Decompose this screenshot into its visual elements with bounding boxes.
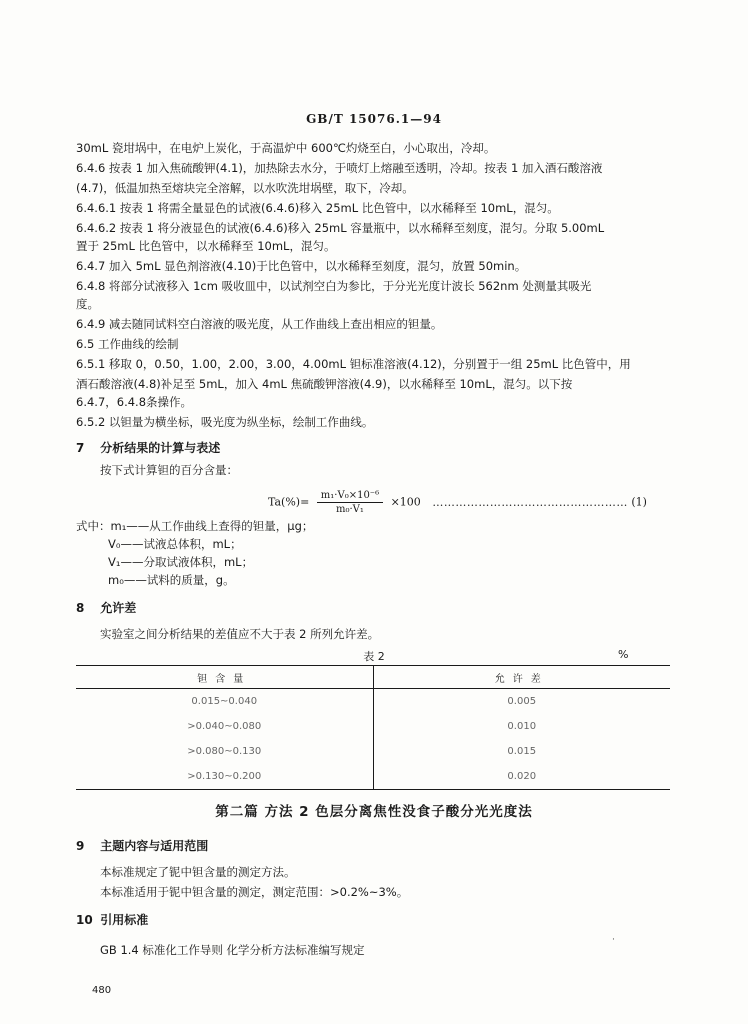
formula-numerator: m₁·V₀×10⁻⁶ (317, 489, 383, 503)
text-line: 6.4.7 加入 5mL 显色剂溶液(4.10)于比色管中，以水稀释至刻度，混匀，放置 50min。 (76, 259, 527, 273)
leader-dots: …………………………………………… (432, 495, 628, 509)
text-line: 6.5.2 以钽量为横坐标，吸光度为纵坐标，绘制工作曲线。 (76, 415, 374, 429)
section-8-heading (76, 600, 136, 616)
text-line: 置于 25mL 比色管中，以水稀释至 10mL，混匀。 (76, 239, 336, 253)
text-line: (4.7)，低温加热至熔块完全溶解，以水吹洗坩埚壁，取下，冷却。 (76, 181, 414, 195)
text-line: 6.4.8 将部分试液移入 1cm 吸收皿中，以试剂空白为参比，于分光光度计波长 562nm 处测量其吸光 (76, 279, 592, 293)
table-row (76, 764, 670, 790)
section-title: 引用标准 (100, 913, 149, 927)
where-line: m₀——试料的质量，g。 (108, 573, 235, 587)
where-line: 式中：m₁——从工作曲线上查得的钽量，μg； (76, 519, 314, 533)
table-cell: >0.080~0.130 (76, 739, 373, 764)
text-line: 6.4.6.2 按表 1 将分液显色的试液(6.4.6)移入 25mL 容量瓶中，以水稀释至刻度，混匀。分取 5.00mL (76, 221, 605, 235)
text-line: 酒石酸溶液(4.8)补足至 5mL，加入 4mL 焦硫酸钾溶液(4.9)，以水稀释至 10mL，混匀。以下按 (76, 377, 573, 391)
text-line: 6.4.7，6.4.8条操作。 (76, 395, 193, 409)
table-row (76, 689, 670, 715)
table-header-cell: 钽含量 (76, 666, 373, 689)
text-line: 6.5.1 移取 0，0.50，1.00，2.00，3.00，4.00mL 钽标准溶液(4.12)，分别置于一组 25mL 比色管中，用 (76, 357, 631, 371)
text-line: 本标准适用于铌中钽含量的测定，测定范围：>0.2%~3%。 (100, 885, 409, 899)
text-line: 30mL 瓷坩埚中，在电炉上炭化，于高温炉中 600℃灼烧至白，小心取出，冷却。 (76, 141, 496, 155)
text-line: GB 1.4 标准化工作导则 化学分析方法标准编写规定 (100, 943, 365, 957)
where-line: V₁——分取试液体积，mL； (108, 555, 254, 569)
text-line: 6.4.6.1 按表 1 将需全量显色的试液(6.4.6)移入 25mL 比色管中，以水稀释至 10mL，混匀。 (76, 201, 559, 215)
section-title: 主题内容与适用范围 (100, 839, 209, 853)
formula (268, 489, 647, 516)
section-8-text: 实验室之间分析结果的差值应不大于表 2 所列允许差。 (100, 627, 380, 641)
section-number: 8 (76, 601, 85, 615)
page-header: GB/T 15076.1—94 (306, 112, 442, 126)
allowance-table (76, 665, 670, 790)
table-cell: 0.005 (507, 696, 537, 707)
table-cell: 0.010 (507, 721, 537, 732)
table-row (76, 739, 670, 764)
equation-number: (1) (631, 495, 647, 509)
formula-tail: ×100 (390, 495, 421, 509)
scan-speck: · (612, 935, 615, 945)
text-line: 本标准规定了铌中钽含量的测定方法。 (100, 865, 296, 879)
section-10-heading (76, 912, 148, 928)
section-9-heading (76, 838, 208, 854)
section-title: 分析结果的计算与表述 (100, 441, 221, 455)
section-7-heading (76, 440, 220, 456)
formula-intro: 按下式计算钽的百分含量： (100, 463, 238, 477)
table-header-cell: 允许差 (373, 666, 670, 689)
formula-fraction (317, 489, 383, 516)
formula-lhs: Ta(%)= (268, 495, 310, 509)
part-2-title: 第二篇 方法 2 色层分离焦性没食子酸分光光度法 (215, 804, 533, 820)
text-line: 6.4.9 减去随同试料空白溶液的吸光度，从工作曲线上查出相应的钽量。 (76, 317, 443, 331)
subsection-heading: 6.5 工作曲线的绘制 (76, 337, 179, 351)
section-number: 10 (76, 913, 93, 927)
section-number: 9 (76, 839, 85, 853)
table-header-row (76, 666, 670, 689)
page-number: 480 (92, 985, 112, 996)
table-cell: 0.015 (507, 746, 537, 757)
formula-denominator: m₀·V₁ (335, 504, 364, 515)
table-unit: % (618, 648, 629, 661)
table-cell: >0.130~0.200 (76, 764, 373, 790)
text-line: 度。 (76, 297, 99, 311)
section-title: 允许差 (100, 601, 137, 615)
table-cell: 0.020 (373, 764, 670, 790)
text-line: 6.4.6 按表 1 加入焦硫酸钾(4.1)，加热除去水分，于喷灯上熔融至透明，冷却。按表 1 加入酒石酸溶液 (76, 161, 603, 175)
section-number: 7 (76, 441, 85, 455)
where-line: V₀——试液总体积，mL； (108, 537, 242, 551)
table-row (76, 714, 670, 739)
table-cell: 0.015~0.040 (76, 689, 373, 715)
table-title: 表 2 (363, 650, 385, 663)
table-cell: >0.040~0.080 (76, 714, 373, 739)
